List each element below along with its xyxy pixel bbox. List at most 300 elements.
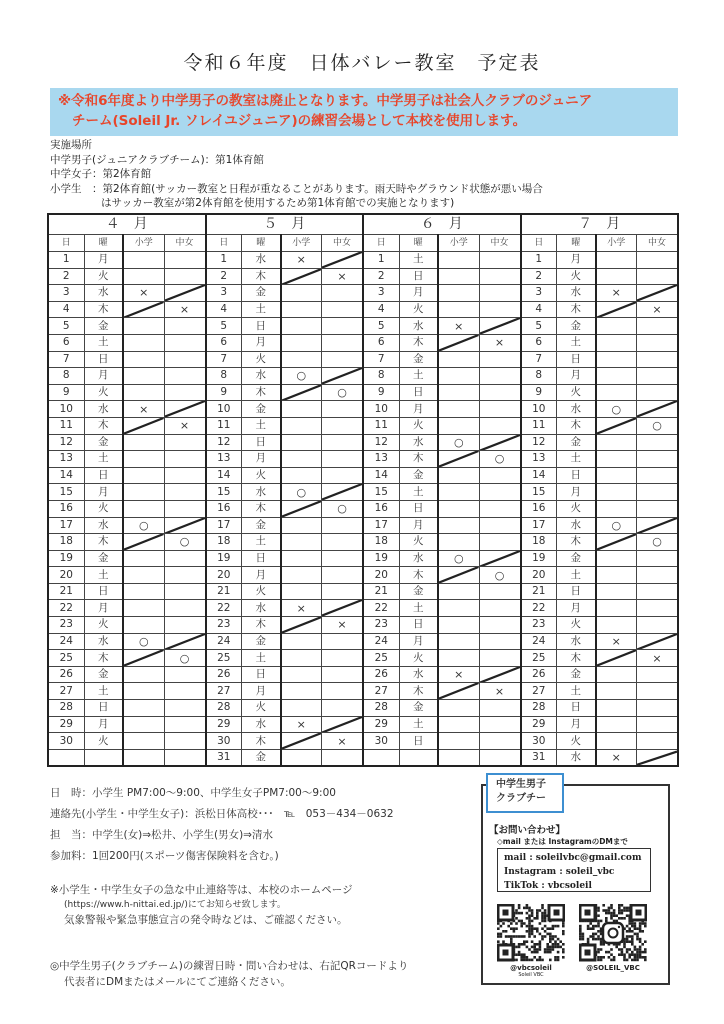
day-number-text: 16 bbox=[217, 502, 231, 515]
day-number bbox=[521, 368, 557, 385]
girls-mark bbox=[637, 583, 679, 600]
weekday bbox=[84, 484, 123, 501]
weekday bbox=[84, 467, 123, 484]
club-instagram[interactable]: Instagram : soleil_vbc bbox=[504, 867, 615, 877]
girls-mark bbox=[164, 583, 206, 600]
club-tag-label bbox=[486, 773, 564, 813]
girls-mark bbox=[637, 318, 679, 335]
elementary-mark bbox=[123, 633, 164, 650]
elementary-mark bbox=[596, 700, 637, 717]
girls-mark bbox=[479, 749, 521, 766]
girls-mark bbox=[637, 434, 679, 451]
elementary-mark bbox=[438, 401, 479, 418]
elementary-mark bbox=[281, 666, 322, 683]
girls-mark bbox=[164, 285, 206, 302]
elementary-mark bbox=[438, 384, 479, 401]
column-header: 小学 bbox=[281, 235, 322, 252]
girls-mark bbox=[164, 467, 206, 484]
weekday bbox=[242, 683, 281, 700]
elementary-mark bbox=[281, 252, 322, 269]
time-info: 日 時：小学生 PM7:00～9:00、中学生女子PM7:00～9:00 bbox=[50, 787, 336, 799]
weekday-text: 日 bbox=[570, 352, 581, 365]
weekday-text: 日 bbox=[255, 435, 266, 448]
day-number-text: 24 bbox=[532, 634, 546, 647]
day-number bbox=[521, 384, 557, 401]
day-number-text: 1 bbox=[220, 253, 228, 266]
weekday-text: 火 bbox=[98, 734, 109, 747]
weekday-text: 木 bbox=[255, 386, 266, 399]
girls-mark bbox=[322, 334, 364, 351]
day-number-text: 15 bbox=[217, 485, 231, 498]
weekday-text: 日 bbox=[255, 668, 266, 681]
elementary-mark-text: × bbox=[611, 634, 621, 648]
day-number-text: 5 bbox=[220, 319, 228, 332]
day-number bbox=[48, 285, 84, 302]
weekday bbox=[242, 252, 281, 269]
elementary-mark bbox=[123, 683, 164, 700]
elementary-mark bbox=[596, 617, 637, 634]
day-number-text: 14 bbox=[532, 469, 546, 482]
weekday-text: 水 bbox=[413, 551, 424, 564]
girls-mark bbox=[164, 749, 206, 766]
weekday bbox=[84, 700, 123, 717]
contact-info: 連絡先(小学生・中学生女子)：浜松日体高校･･･ ℡ 053－434－0632 bbox=[50, 808, 394, 820]
month-header: ４ 月 bbox=[48, 214, 206, 235]
day-number-text: 31 bbox=[217, 751, 231, 764]
girls-mark bbox=[637, 733, 679, 750]
day-number-text: 12 bbox=[59, 435, 73, 448]
elementary-mark-text: × bbox=[611, 286, 621, 300]
weekday bbox=[84, 534, 123, 551]
inquiry-method: ◇mail または InstagramのDMまで bbox=[497, 837, 628, 846]
elementary-mark bbox=[123, 484, 164, 501]
weekday-text: 火 bbox=[98, 386, 109, 399]
qr-code-tiktok-icon[interactable] bbox=[497, 904, 565, 962]
column-header: 中女 bbox=[164, 235, 206, 252]
day-number-text: 10 bbox=[532, 402, 546, 415]
weekday-text: 火 bbox=[255, 469, 266, 482]
girls-mark bbox=[479, 467, 521, 484]
day-number-text: 2 bbox=[535, 269, 543, 282]
club-mail[interactable]: mail : soleilvbc@gmail.com bbox=[504, 853, 642, 863]
day-number bbox=[521, 301, 557, 318]
table-row bbox=[48, 683, 678, 700]
weekday bbox=[84, 550, 123, 567]
day-number bbox=[206, 301, 242, 318]
elementary-mark bbox=[596, 285, 637, 302]
weekday bbox=[84, 500, 123, 517]
weekday-text: 日 bbox=[570, 701, 581, 714]
elementary-mark-text: × bbox=[454, 668, 464, 682]
club-contact-box bbox=[481, 784, 670, 985]
elementary-mark bbox=[596, 650, 637, 667]
day-number bbox=[363, 600, 399, 617]
girls-mark bbox=[637, 467, 679, 484]
girls-mark bbox=[479, 716, 521, 733]
day-number-text: 30 bbox=[217, 734, 231, 747]
elementary-mark bbox=[438, 600, 479, 617]
diagonal-line-icon bbox=[282, 501, 322, 517]
weekday-text: 日 bbox=[255, 319, 266, 332]
elementary-mark bbox=[438, 700, 479, 717]
elementary-mark bbox=[123, 650, 164, 667]
weekday bbox=[399, 318, 438, 335]
girls-mark bbox=[479, 700, 521, 717]
day-number bbox=[206, 384, 242, 401]
weekday-text: 月 bbox=[413, 286, 424, 299]
day-number bbox=[206, 534, 242, 551]
table-row bbox=[48, 334, 678, 351]
girls-mark bbox=[637, 550, 679, 567]
weekday-text: 土 bbox=[255, 535, 266, 548]
elementary-mark bbox=[596, 583, 637, 600]
diagonal-line-icon bbox=[165, 634, 205, 650]
girls-mark bbox=[637, 268, 679, 285]
elementary-mark bbox=[438, 733, 479, 750]
elementary-mark-text: × bbox=[139, 286, 149, 300]
day-number bbox=[48, 517, 84, 534]
day-number bbox=[48, 467, 84, 484]
day-number bbox=[521, 617, 557, 634]
day-number bbox=[206, 749, 242, 766]
weekday bbox=[242, 617, 281, 634]
day-number bbox=[206, 252, 242, 269]
elementary-mark bbox=[438, 467, 479, 484]
girls-mark-text: ○ bbox=[337, 502, 347, 516]
elementary-mark bbox=[281, 368, 322, 385]
venue-elementary-cont: はサッカー教室が第2体育館を使用するため第1体育館での実施となります) bbox=[101, 197, 455, 210]
day-number bbox=[48, 733, 84, 750]
day-number-text: 20 bbox=[532, 568, 546, 581]
day-number-text: 2 bbox=[377, 269, 385, 282]
weekday bbox=[399, 666, 438, 683]
day-number-text: 30 bbox=[59, 734, 73, 747]
girls-mark bbox=[637, 252, 679, 269]
girls-mark bbox=[164, 268, 206, 285]
girls-mark bbox=[479, 484, 521, 501]
weekday-text: 水 bbox=[570, 634, 581, 647]
elementary-mark bbox=[281, 318, 322, 335]
day-number-text: 14 bbox=[217, 469, 231, 482]
table-row bbox=[48, 583, 678, 600]
day-number-text: 18 bbox=[217, 535, 231, 548]
day-number bbox=[363, 650, 399, 667]
day-number bbox=[206, 633, 242, 650]
girls-mark bbox=[322, 252, 364, 269]
day-number-text: 15 bbox=[59, 485, 73, 498]
day-number bbox=[48, 351, 84, 368]
column-header: 曜 bbox=[242, 235, 281, 252]
elementary-mark bbox=[438, 417, 479, 434]
table-row bbox=[48, 318, 678, 335]
weekday bbox=[84, 318, 123, 335]
weekday bbox=[399, 583, 438, 600]
month-header-row bbox=[48, 214, 678, 235]
weekday bbox=[242, 484, 281, 501]
day-number-text: 12 bbox=[532, 435, 546, 448]
day-number-text: 9 bbox=[535, 386, 543, 399]
elementary-mark-text: × bbox=[296, 253, 306, 267]
day-number-text: 10 bbox=[217, 402, 231, 415]
day-number bbox=[48, 301, 84, 318]
girls-mark bbox=[637, 301, 679, 318]
girls-mark bbox=[322, 733, 364, 750]
day-number bbox=[521, 334, 557, 351]
day-number-text: 16 bbox=[59, 502, 73, 515]
day-number-text: 3 bbox=[220, 286, 228, 299]
elementary-mark bbox=[123, 285, 164, 302]
girls-mark bbox=[164, 633, 206, 650]
table-row bbox=[48, 500, 678, 517]
day-number bbox=[521, 351, 557, 368]
day-number-text: 18 bbox=[59, 535, 73, 548]
girls-mark bbox=[637, 285, 679, 302]
day-number bbox=[363, 683, 399, 700]
weekday bbox=[242, 650, 281, 667]
weekday-text: 水 bbox=[255, 601, 266, 614]
weekday bbox=[84, 268, 123, 285]
day-number-text: 27 bbox=[59, 684, 73, 697]
elementary-mark bbox=[438, 683, 479, 700]
notice-banner bbox=[50, 88, 678, 136]
weekday-text: 日 bbox=[98, 469, 109, 482]
weekday-text: 日 bbox=[413, 734, 424, 747]
diagonal-line-icon bbox=[480, 667, 520, 683]
day-number bbox=[48, 534, 84, 551]
girls-mark bbox=[479, 534, 521, 551]
page-title: 令和６年度 日体バレー教室 予定表 bbox=[183, 52, 541, 74]
day-number-text: 3 bbox=[62, 286, 70, 299]
day-number bbox=[48, 633, 84, 650]
elementary-mark bbox=[596, 567, 637, 584]
column-header: 曜 bbox=[557, 235, 596, 252]
day-number bbox=[363, 484, 399, 501]
weekday bbox=[557, 749, 596, 766]
elementary-mark bbox=[281, 617, 322, 634]
diagonal-line-icon bbox=[439, 683, 479, 699]
girls-mark bbox=[164, 683, 206, 700]
day-number bbox=[363, 252, 399, 269]
weekday bbox=[84, 567, 123, 584]
day-number-text: 6 bbox=[535, 336, 543, 349]
weekday bbox=[399, 384, 438, 401]
girls-mark bbox=[322, 633, 364, 650]
girls-mark-text: ○ bbox=[337, 386, 347, 400]
day-number bbox=[206, 334, 242, 351]
day-number-text: 20 bbox=[217, 568, 231, 581]
day-number-text: 13 bbox=[532, 452, 546, 465]
elementary-mark bbox=[281, 583, 322, 600]
day-number bbox=[521, 583, 557, 600]
day-number bbox=[206, 683, 242, 700]
table-row bbox=[48, 534, 678, 551]
day-number-text: 20 bbox=[59, 568, 73, 581]
weekday-text: 火 bbox=[570, 734, 581, 747]
weekday bbox=[84, 600, 123, 617]
weekday bbox=[557, 700, 596, 717]
weekday bbox=[557, 600, 596, 617]
weekday bbox=[242, 351, 281, 368]
day-number bbox=[48, 650, 84, 667]
girls-mark bbox=[322, 484, 364, 501]
girls-mark-text: ○ bbox=[179, 535, 190, 549]
elementary-mark bbox=[596, 417, 637, 434]
day-number bbox=[521, 700, 557, 717]
weekday-text: 日 bbox=[255, 551, 266, 564]
qr1-handle: @vbcsoleil bbox=[510, 964, 552, 972]
weekday-text: 水 bbox=[413, 435, 424, 448]
weekday-text: 土 bbox=[413, 717, 424, 730]
elementary-mark bbox=[123, 384, 164, 401]
day-number-text: 11 bbox=[532, 419, 546, 432]
day-number-text: 31 bbox=[532, 751, 546, 764]
elementary-mark bbox=[123, 749, 164, 766]
weekday bbox=[399, 633, 438, 650]
girls-mark bbox=[479, 683, 521, 700]
weekday bbox=[242, 384, 281, 401]
club-tiktok[interactable]: TikTok : vbcsoleil bbox=[504, 881, 592, 891]
day-number-text: 5 bbox=[62, 319, 70, 332]
diagonal-line-icon bbox=[322, 252, 362, 268]
day-number-text: 17 bbox=[217, 518, 231, 531]
day-number bbox=[206, 600, 242, 617]
elementary-mark bbox=[438, 583, 479, 600]
girls-mark bbox=[164, 517, 206, 534]
weekday bbox=[557, 467, 596, 484]
weekday-text: 水 bbox=[98, 402, 109, 415]
girls-mark-text: × bbox=[652, 303, 662, 317]
weekday bbox=[557, 318, 596, 335]
day-number-text: 29 bbox=[374, 717, 388, 730]
day-number-text: 2 bbox=[62, 269, 70, 282]
day-number-text: 27 bbox=[374, 684, 388, 697]
weekday-text: 金 bbox=[570, 668, 581, 681]
weekday-text: 金 bbox=[255, 634, 266, 647]
day-number-text: 26 bbox=[374, 668, 388, 681]
weekday bbox=[399, 733, 438, 750]
girls-mark bbox=[479, 550, 521, 567]
day-number-text: 1 bbox=[535, 253, 543, 266]
qr-code-instagram-icon[interactable] bbox=[579, 904, 647, 962]
day-number bbox=[521, 517, 557, 534]
weekday bbox=[84, 417, 123, 434]
girls-mark bbox=[637, 633, 679, 650]
day-number bbox=[521, 285, 557, 302]
elementary-mark bbox=[281, 733, 322, 750]
weekday bbox=[557, 401, 596, 418]
elementary-mark bbox=[596, 301, 637, 318]
day-number bbox=[206, 484, 242, 501]
weekday bbox=[242, 417, 281, 434]
weekday-text: 月 bbox=[255, 684, 266, 697]
weekday bbox=[557, 434, 596, 451]
weekday bbox=[399, 600, 438, 617]
weekday-text: 火 bbox=[255, 701, 266, 714]
girls-mark bbox=[164, 451, 206, 468]
weekday bbox=[399, 567, 438, 584]
weekday bbox=[84, 252, 123, 269]
day-number-text: 4 bbox=[220, 303, 228, 316]
girls-mark bbox=[322, 318, 364, 335]
diagonal-line-icon bbox=[322, 600, 362, 616]
venue-girls: 中学女子：第2体育館 bbox=[50, 168, 152, 181]
weekday-text: 火 bbox=[98, 502, 109, 515]
weekday bbox=[242, 700, 281, 717]
day-number-text: 15 bbox=[532, 485, 546, 498]
day-number bbox=[48, 252, 84, 269]
day-number-text: 2 bbox=[220, 269, 228, 282]
day-number bbox=[48, 368, 84, 385]
day-number bbox=[521, 268, 557, 285]
day-number-text: 9 bbox=[62, 386, 70, 399]
day-number bbox=[48, 334, 84, 351]
day-number-text: 14 bbox=[59, 469, 73, 482]
day-number-text: 17 bbox=[59, 518, 73, 531]
day-number bbox=[521, 550, 557, 567]
elementary-mark bbox=[123, 417, 164, 434]
elementary-mark bbox=[596, 633, 637, 650]
girls-mark bbox=[164, 534, 206, 551]
table-row bbox=[48, 434, 678, 451]
girls-mark bbox=[637, 401, 679, 418]
diagonal-line-icon bbox=[124, 418, 164, 434]
diagonal-line-icon bbox=[282, 733, 322, 749]
day-number-text: 19 bbox=[374, 551, 388, 564]
girls-mark bbox=[637, 567, 679, 584]
diagonal-line-icon bbox=[597, 650, 637, 666]
weekday-text: 木 bbox=[98, 303, 109, 316]
day-number bbox=[206, 500, 242, 517]
weekday bbox=[557, 484, 596, 501]
weekday-text: 木 bbox=[570, 303, 581, 316]
day-number bbox=[206, 268, 242, 285]
girls-mark bbox=[637, 484, 679, 501]
table-row bbox=[48, 252, 678, 269]
day-number bbox=[363, 583, 399, 600]
weekday bbox=[84, 285, 123, 302]
elementary-mark-text: ○ bbox=[138, 518, 149, 532]
weekday-text: 月 bbox=[98, 253, 109, 266]
qr2-caption: @SOLEIL_VBC bbox=[586, 964, 640, 972]
weekday-text: 木 bbox=[255, 502, 266, 515]
elementary-mark bbox=[123, 666, 164, 683]
girls-mark bbox=[479, 384, 521, 401]
elementary-mark bbox=[281, 567, 322, 584]
weekday bbox=[557, 666, 596, 683]
elementary-mark bbox=[123, 583, 164, 600]
weekday bbox=[399, 252, 438, 269]
weekday bbox=[399, 683, 438, 700]
girls-mark bbox=[322, 417, 364, 434]
elementary-mark bbox=[123, 500, 164, 517]
weekday bbox=[242, 500, 281, 517]
day-number-text: 28 bbox=[217, 701, 231, 714]
weekday-text: 金 bbox=[255, 286, 266, 299]
weekday-text: 火 bbox=[570, 269, 581, 282]
girls-mark bbox=[322, 451, 364, 468]
weekday bbox=[84, 301, 123, 318]
day-number-text: 4 bbox=[535, 303, 543, 316]
weekday-text: 金 bbox=[413, 352, 424, 365]
elementary-mark bbox=[438, 268, 479, 285]
day-number-text: 4 bbox=[62, 303, 70, 316]
elementary-mark bbox=[281, 268, 322, 285]
weekday-text: 土 bbox=[413, 601, 424, 614]
girls-mark bbox=[322, 716, 364, 733]
inquiry-heading: 【お問い合わせ】 bbox=[489, 825, 566, 836]
girls-mark bbox=[164, 700, 206, 717]
day-number-text: 13 bbox=[217, 452, 231, 465]
